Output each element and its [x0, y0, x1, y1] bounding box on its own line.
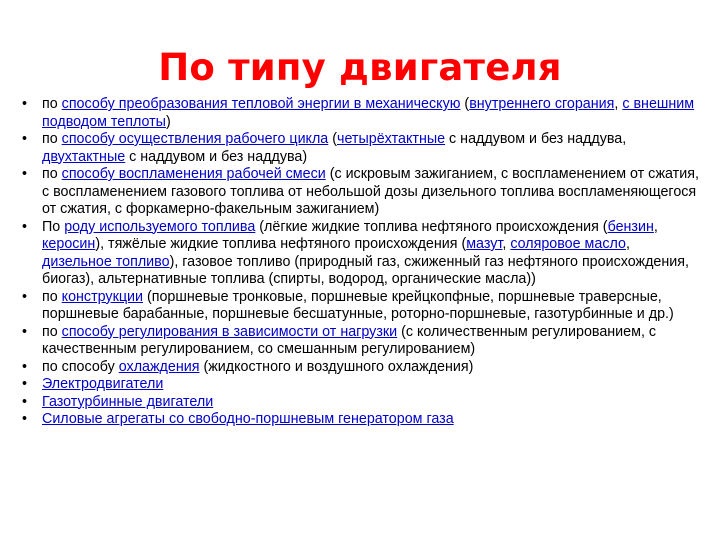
- item-text: (: [460, 96, 470, 112]
- item-text: (поршневые тронковые, поршневые крейцкопфные, поршневые траверсные, поршневые барабанные, поршневые бесшатунные, роторно-поршневые, газотурбинные и др.): [42, 288, 674, 322]
- item-text: по: [42, 288, 62, 305]
- item-text: ,: [625, 236, 630, 252]
- list-item-work-cycle: [22, 131, 702, 166]
- item-text: по: [42, 131, 62, 147]
- link-gas-turbine-engines[interactable]: Газотурбинные двигатели: [42, 393, 214, 410]
- list-item-energy-conversion: [22, 96, 702, 131]
- list-item-regulation: [22, 324, 702, 359]
- item-text: ), тяжёлые жидкие топлива нефтяного происхождения (: [95, 236, 467, 252]
- link-work-cycle[interactable]: способу осуществления рабочего цикла: [61, 131, 329, 147]
- link-fuel-type[interactable]: роду используемого топлива: [64, 218, 256, 235]
- list-item-gas-turbine: [22, 394, 702, 412]
- item-text: (с количественным регулированием, с качественным регулированием, со смешанным регулированием): [42, 323, 657, 357]
- list-item-cooling: [22, 359, 702, 377]
- link-diesel-fuel[interactable]: дизельное топливо: [42, 253, 170, 270]
- item-text: по: [42, 166, 62, 182]
- list-item-free-piston: [22, 411, 702, 429]
- link-external-heat[interactable]: с внешним подводом теплоты: [42, 96, 695, 130]
- item-text: по способу: [42, 358, 119, 375]
- slide-title: По типу двигателя: [158, 46, 562, 89]
- list-item-ignition: [22, 166, 702, 219]
- link-gasoline[interactable]: бензин: [607, 218, 654, 235]
- link-four-stroke[interactable]: четырёхтактные: [337, 131, 446, 147]
- item-text: По: [42, 218, 65, 235]
- item-text: по: [42, 323, 62, 340]
- list-item-fuel: [22, 219, 702, 289]
- link-fuel-oil[interactable]: мазут: [466, 236, 503, 252]
- item-text: ), газовое топливо (природный газ, сжиженный газ нефтяного происхождения, биогаз), альтернативные топлива (спирты, водород, органические масла)): [42, 253, 689, 287]
- item-text: с наддувом и без наддува): [125, 148, 308, 165]
- item-text: с наддувом и без наддува,: [445, 131, 627, 147]
- link-construction[interactable]: конструкции: [61, 288, 143, 305]
- link-kerosene[interactable]: керосин: [42, 236, 96, 252]
- link-electric-motors[interactable]: Электродвигатели: [42, 376, 164, 392]
- item-text: ): [165, 113, 171, 130]
- item-text: (лёгкие жидкие топлива нефтяного происхождения (: [255, 218, 608, 235]
- item-text: ,: [502, 236, 511, 252]
- bullet-list: [22, 96, 702, 429]
- list-item-electric-motors: [22, 376, 702, 394]
- link-solar-oil[interactable]: соляровое масло: [510, 236, 626, 252]
- item-text: (жидкостного и воздушного охлаждения): [199, 358, 474, 375]
- item-text: (с искровым зажиганием, с воспламенением от сжатия, с воспламенением газового топлива от небольшой дозы дизельного топлива воспламеняющегося от сжатия, с форкамерно-факельным зажиганием): [42, 166, 699, 217]
- link-energy-conversion[interactable]: способу преобразования тепловой энергии в механическую: [61, 96, 461, 112]
- link-internal-combustion[interactable]: внутреннего сгорания: [469, 96, 615, 112]
- list-item-construction: [22, 289, 702, 324]
- link-cooling[interactable]: охлаждения: [118, 358, 200, 375]
- item-text: ,: [653, 218, 658, 235]
- item-text: (: [328, 131, 337, 147]
- item-text: ,: [614, 96, 623, 112]
- link-regulation[interactable]: способу регулирования в зависимости от нагрузки: [61, 323, 398, 340]
- link-ignition[interactable]: способу воспламенения рабочей смеси: [61, 166, 326, 182]
- link-free-piston-units[interactable]: Силовые агрегаты со свободно-поршневым генератором газа: [42, 411, 454, 427]
- link-two-stroke[interactable]: двухтактные: [42, 148, 126, 165]
- item-text: по: [42, 96, 62, 112]
